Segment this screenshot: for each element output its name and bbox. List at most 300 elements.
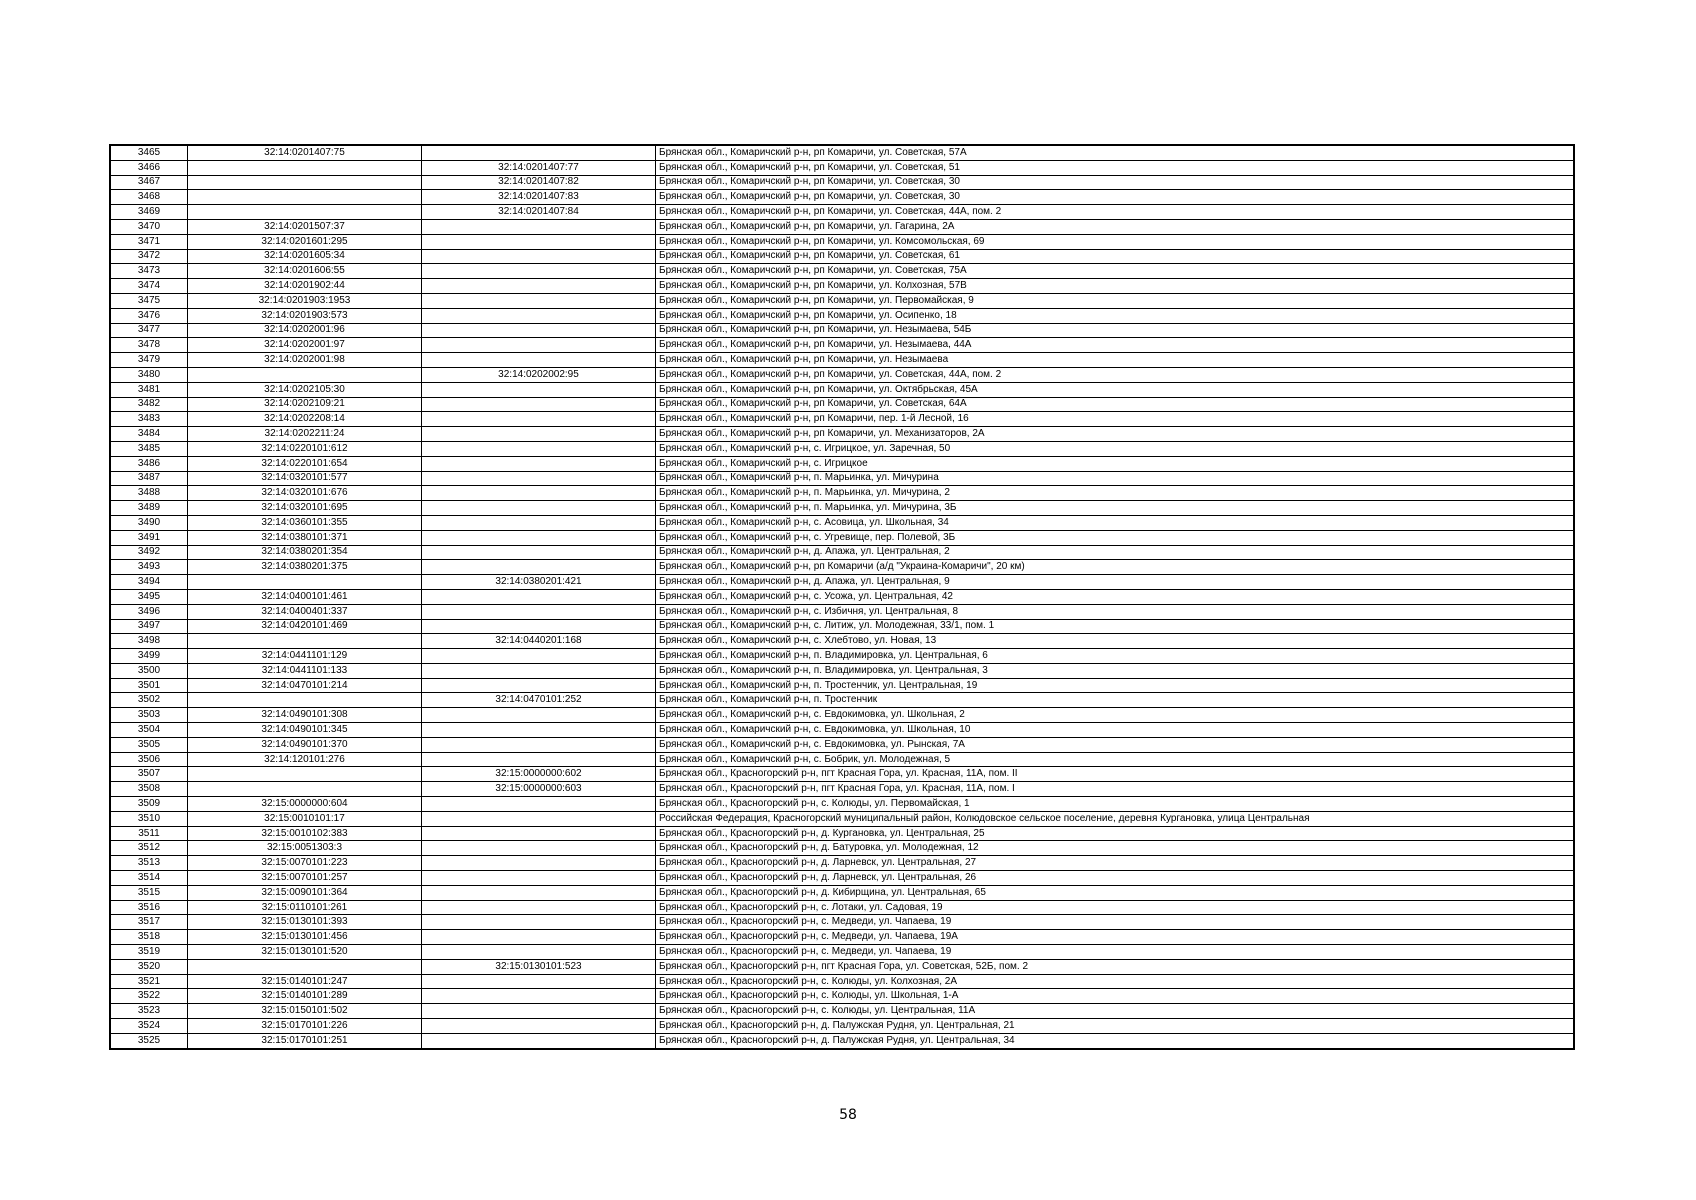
table-row [110, 293, 1574, 308]
cadastral-number-cell: 32:15:0130101:456 [188, 930, 422, 945]
table-row [110, 308, 1574, 323]
address-cell: Брянская обл., Красногорский р-н, с. Колюды, ул. Первомайская, 1 [656, 797, 1575, 812]
row-number-cell: 3521 [110, 974, 188, 989]
table-row [110, 175, 1574, 190]
cadastral-number-alt-cell [422, 308, 656, 323]
address-cell: Брянская обл., Комаричский р-н, рп Комаричи, ул. Советская, 30 [656, 190, 1575, 205]
cadastral-number-alt-cell [422, 219, 656, 234]
table-row [110, 811, 1574, 826]
table-row [110, 678, 1574, 693]
cadastral-number-cell: 32:14:0400101:461 [188, 589, 422, 604]
table-row [110, 471, 1574, 486]
cadastral-number-alt-cell [422, 885, 656, 900]
cadastral-number-alt-cell [422, 1004, 656, 1019]
row-number-cell: 3503 [110, 708, 188, 723]
table-row [110, 397, 1574, 412]
row-number-cell: 3524 [110, 1019, 188, 1034]
address-cell: Брянская обл., Красногорский р-н, д. Палужская Рудня, ул. Центральная, 34 [656, 1033, 1575, 1048]
row-number-cell: 3525 [110, 1033, 188, 1048]
address-cell: Брянская обл., Комаричский р-н, с. Бобрик, ул. Молодежная, 5 [656, 752, 1575, 767]
cadastral-number-alt-cell [422, 338, 656, 353]
address-cell: Брянская обл., Красногорский р-н, с. Колюды, ул. Колхозная, 2А [656, 974, 1575, 989]
cadastral-number-cell: 32:14:0202109:21 [188, 397, 422, 412]
cadastral-number-alt-cell: 32:14:0440201:168 [422, 634, 656, 649]
address-cell: Брянская обл., Красногорский р-н, с. Медведи, ул. Чапаева, 19А [656, 930, 1575, 945]
row-number-cell: 3514 [110, 871, 188, 886]
row-number-cell: 3484 [110, 427, 188, 442]
row-number-cell: 3476 [110, 308, 188, 323]
address-cell: Брянская обл., Комаричский р-н, д. Апажа, ул. Центральная, 9 [656, 575, 1575, 590]
cadastral-number-cell [188, 175, 422, 190]
cadastral-number-cell: 32:14:0360101:355 [188, 515, 422, 530]
table-row [110, 575, 1574, 590]
table-row [110, 871, 1574, 886]
address-cell: Брянская обл., Комаричский р-н, рп Комаричи, ул. Гагарина, 2А [656, 219, 1575, 234]
table-row [110, 249, 1574, 264]
cadastral-number-cell: 32:14:0470101:214 [188, 678, 422, 693]
address-cell: Брянская обл., Красногорский р-н, пгт Красная Гора, ул. Красная, 11А, пом. I [656, 782, 1575, 797]
cadastral-number-cell: 32:14:0201606:55 [188, 264, 422, 279]
table-row [110, 279, 1574, 294]
cadastral-number-alt-cell [422, 915, 656, 930]
row-number-cell: 3493 [110, 560, 188, 575]
table-row [110, 959, 1574, 974]
row-number-cell: 3511 [110, 826, 188, 841]
address-cell: Брянская обл., Комаричский р-н, с. Хлебтово, ул. Новая, 13 [656, 634, 1575, 649]
address-cell: Брянская обл., Комаричский р-н, с. Евдокимовка, ул. Школьная, 2 [656, 708, 1575, 723]
table-row [110, 560, 1574, 575]
cadastral-number-alt-cell [422, 145, 656, 160]
row-number-cell: 3472 [110, 249, 188, 264]
row-number-cell: 3516 [110, 900, 188, 915]
cadastral-number-alt-cell [422, 412, 656, 427]
row-number-cell: 3498 [110, 634, 188, 649]
row-number-cell: 3483 [110, 412, 188, 427]
cadastral-number-alt-cell [422, 456, 656, 471]
cadastral-number-cell [188, 782, 422, 797]
cadastral-number-alt-cell [422, 545, 656, 560]
table-row [110, 708, 1574, 723]
row-number-cell: 3479 [110, 353, 188, 368]
cadastral-number-cell [188, 693, 422, 708]
row-number-cell: 3470 [110, 219, 188, 234]
address-cell: Брянская обл., Комаричский р-н, с. Евдокимовка, ул. Рынская, 7А [656, 737, 1575, 752]
address-cell: Российская Федерация, Красногорский муниципальный район, Колюдовское сельское поселение, деревня Кургановка, улица Центральная [656, 811, 1575, 826]
table-row [110, 649, 1574, 664]
cadastral-number-alt-cell [422, 826, 656, 841]
row-number-cell: 3500 [110, 663, 188, 678]
cadastral-number-cell: 32:15:0110101:261 [188, 900, 422, 915]
cadastral-number-alt-cell [422, 441, 656, 456]
address-cell: Брянская обл., Комаричский р-н, рп Комаричи, ул. Советская, 44А, пом. 2 [656, 367, 1575, 382]
page-number: 58 [839, 1107, 857, 1123]
cadastral-number-cell: 32:14:0202211:24 [188, 427, 422, 442]
cadastral-number-cell: 32:15:0090101:364 [188, 885, 422, 900]
row-number-cell: 3488 [110, 486, 188, 501]
row-number-cell: 3475 [110, 293, 188, 308]
address-cell: Брянская обл., Красногорский р-н, д. Кургановка, ул. Центральная, 25 [656, 826, 1575, 841]
cadastral-number-cell: 32:14:0441101:133 [188, 663, 422, 678]
address-cell: Брянская обл., Комаричский р-н, рп Комаричи, ул. Советская, 61 [656, 249, 1575, 264]
address-cell: Брянская обл., Комаричский р-н, рп Комаричи, ул. Первомайская, 9 [656, 293, 1575, 308]
cadastral-number-alt-cell [422, 353, 656, 368]
address-cell: Брянская обл., Комаричский р-н, с. Евдокимовка, ул. Школьная, 10 [656, 723, 1575, 738]
address-cell: Брянская обл., Красногорский р-н, д. Кибирщина, ул. Центральная, 65 [656, 885, 1575, 900]
cadastral-number-alt-cell [422, 1033, 656, 1048]
table-row [110, 545, 1574, 560]
cadastral-number-alt-cell [422, 515, 656, 530]
row-number-cell: 3478 [110, 338, 188, 353]
address-cell: Брянская обл., Комаричский р-н, рп Комаричи, ул. Комсомольская, 69 [656, 234, 1575, 249]
row-number-cell: 3519 [110, 945, 188, 960]
table-row [110, 486, 1574, 501]
table-row [110, 604, 1574, 619]
cadastral-number-cell: 32:14:0220101:612 [188, 441, 422, 456]
cadastral-number-cell: 32:14:0201902:44 [188, 279, 422, 294]
table-row [110, 723, 1574, 738]
cadastral-number-cell: 32:14:0490101:345 [188, 723, 422, 738]
address-cell: Брянская обл., Комаричский р-н, п. Владимировка, ул. Центральная, 6 [656, 649, 1575, 664]
cadastral-number-alt-cell [422, 649, 656, 664]
cadastral-number-alt-cell [422, 752, 656, 767]
row-number-cell: 3468 [110, 190, 188, 205]
table-row [110, 441, 1574, 456]
address-cell: Брянская обл., Комаричский р-н, рп Комаричи, ул. Октябрьская, 45А [656, 382, 1575, 397]
address-cell: Брянская обл., Красногорский р-н, пгт Красная Гора, ул. Советская, 52Б, пом. 2 [656, 959, 1575, 974]
table-row [110, 663, 1574, 678]
table-row [110, 323, 1574, 338]
table-row [110, 856, 1574, 871]
cadastral-number-cell: 32:14:0420101:469 [188, 619, 422, 634]
cadastral-number-cell: 32:15:0070101:257 [188, 871, 422, 886]
table-row [110, 456, 1574, 471]
row-number-cell: 3504 [110, 723, 188, 738]
address-cell: Брянская обл., Красногорский р-н, с. Медведи, ул. Чапаева, 19 [656, 945, 1575, 960]
address-cell: Брянская обл., Комаричский р-н, рп Комаричи, ул. Незымаева, 54Б [656, 323, 1575, 338]
cadastral-number-alt-cell [422, 427, 656, 442]
cadastral-number-cell: 32:14:120101:276 [188, 752, 422, 767]
cadastral-number-cell: 32:15:0140101:289 [188, 989, 422, 1004]
address-cell: Брянская обл., Комаричский р-н, рп Комаричи, ул. Механизаторов, 2А [656, 427, 1575, 442]
row-number-cell: 3515 [110, 885, 188, 900]
address-cell: Брянская обл., Комаричский р-н, рп Комаричи, ул. Незымаева, 44А [656, 338, 1575, 353]
table-row [110, 782, 1574, 797]
address-cell: Брянская обл., Красногорский р-н, с. Колюды, ул. Центральная, 11А [656, 1004, 1575, 1019]
cadastral-number-alt-cell [422, 900, 656, 915]
cadastral-number-cell: 32:14:0320101:577 [188, 471, 422, 486]
cadastral-number-alt-cell [422, 589, 656, 604]
row-number-cell: 3512 [110, 841, 188, 856]
cadastral-number-cell: 32:15:0150101:502 [188, 1004, 422, 1019]
table-row [110, 190, 1574, 205]
row-number-cell: 3506 [110, 752, 188, 767]
cadastral-number-alt-cell [422, 797, 656, 812]
row-number-cell: 3501 [110, 678, 188, 693]
cadastral-number-alt-cell [422, 930, 656, 945]
cadastral-number-alt-cell [422, 663, 656, 678]
registry-table [109, 144, 1575, 1050]
table-row [110, 915, 1574, 930]
row-number-cell: 3465 [110, 145, 188, 160]
table-row [110, 382, 1574, 397]
table-row [110, 1004, 1574, 1019]
cadastral-number-alt-cell [422, 323, 656, 338]
cadastral-number-cell: 32:14:0380101:371 [188, 530, 422, 545]
row-number-cell: 3496 [110, 604, 188, 619]
row-number-cell: 3523 [110, 1004, 188, 1019]
row-number-cell: 3469 [110, 205, 188, 220]
address-cell: Брянская обл., Комаричский р-н, с. Избичня, ул. Центральная, 8 [656, 604, 1575, 619]
address-cell: Брянская обл., Комаричский р-н, рп Комаричи, ул. Колхозная, 57В [656, 279, 1575, 294]
table-row [110, 841, 1574, 856]
row-number-cell: 3474 [110, 279, 188, 294]
cadastral-number-alt-cell [422, 249, 656, 264]
table-row [110, 160, 1574, 175]
table-row [110, 930, 1574, 945]
address-cell: Брянская обл., Комаричский р-н, п. Марьинка, ул. Мичурина, 2 [656, 486, 1575, 501]
table-row [110, 205, 1574, 220]
cadastral-number-alt-cell [422, 974, 656, 989]
cadastral-number-alt-cell [422, 293, 656, 308]
table-row [110, 530, 1574, 545]
cadastral-number-alt-cell [422, 841, 656, 856]
row-number-cell: 3508 [110, 782, 188, 797]
cadastral-number-cell: 32:15:0130101:520 [188, 945, 422, 960]
cadastral-number-alt-cell: 32:14:0470101:252 [422, 693, 656, 708]
cadastral-number-alt-cell [422, 619, 656, 634]
row-number-cell: 3490 [110, 515, 188, 530]
row-number-cell: 3485 [110, 441, 188, 456]
cadastral-number-cell [188, 160, 422, 175]
table-row [110, 219, 1574, 234]
registry-table-body [110, 145, 1574, 1049]
cadastral-number-alt-cell [422, 501, 656, 516]
table-row [110, 353, 1574, 368]
address-cell: Брянская обл., Комаричский р-н, рп Комаричи, ул. Советская, 75А [656, 264, 1575, 279]
cadastral-number-alt-cell: 32:14:0201407:83 [422, 190, 656, 205]
address-cell: Брянская обл., Красногорский р-н, с. Медведи, ул. Чапаева, 19 [656, 915, 1575, 930]
cadastral-number-alt-cell [422, 604, 656, 619]
address-cell: Брянская обл., Комаричский р-н, п. Владимировка, ул. Центральная, 3 [656, 663, 1575, 678]
table-row [110, 412, 1574, 427]
table-row [110, 619, 1574, 634]
table-row [110, 367, 1574, 382]
address-cell: Брянская обл., Комаричский р-н, с. Угревище, пер. Полевой, 3Б [656, 530, 1575, 545]
cadastral-number-cell: 32:14:0202208:14 [188, 412, 422, 427]
table-row [110, 427, 1574, 442]
cadastral-number-cell: 32:14:0220101:654 [188, 456, 422, 471]
row-number-cell: 3487 [110, 471, 188, 486]
row-number-cell: 3513 [110, 856, 188, 871]
cadastral-number-alt-cell [422, 471, 656, 486]
cadastral-number-alt-cell [422, 486, 656, 501]
address-cell: Брянская обл., Комаричский р-н, рп Комаричи, ул. Советская, 30 [656, 175, 1575, 190]
cadastral-number-cell [188, 367, 422, 382]
cadastral-number-alt-cell: 32:14:0201407:84 [422, 205, 656, 220]
table-row [110, 264, 1574, 279]
cadastral-number-alt-cell [422, 945, 656, 960]
row-number-cell: 3486 [110, 456, 188, 471]
address-cell: Брянская обл., Красногорский р-н, д. Ларневск, ул. Центральная, 27 [656, 856, 1575, 871]
cadastral-number-cell: 32:14:0201601:295 [188, 234, 422, 249]
row-number-cell: 3489 [110, 501, 188, 516]
row-number-cell: 3497 [110, 619, 188, 634]
address-cell: Брянская обл., Комаричский р-н, п. Марьинка, ул. Мичурина [656, 471, 1575, 486]
cadastral-number-alt-cell [422, 989, 656, 1004]
cadastral-number-cell: 32:15:0010101:17 [188, 811, 422, 826]
cadastral-number-cell [188, 767, 422, 782]
row-number-cell: 3473 [110, 264, 188, 279]
row-number-cell: 3499 [110, 649, 188, 664]
address-cell: Брянская обл., Красногорский р-н, д. Ларневск, ул. Центральная, 26 [656, 871, 1575, 886]
table-row [110, 737, 1574, 752]
address-cell: Брянская обл., Комаричский р-н, с. Игрицкое [656, 456, 1575, 471]
cadastral-number-alt-cell [422, 723, 656, 738]
address-cell: Брянская обл., Красногорский р-н, с. Колюды, ул. Школьная, 1-А [656, 989, 1575, 1004]
address-cell: Брянская обл., Комаричский р-н, рп Комаричи, ул. Советская, 64А [656, 397, 1575, 412]
table-row [110, 752, 1574, 767]
cadastral-number-alt-cell [422, 856, 656, 871]
address-cell: Брянская обл., Красногорский р-н, пгт Красная Гора, ул. Красная, 11А, пом. II [656, 767, 1575, 782]
cadastral-number-cell: 32:14:0201407:75 [188, 145, 422, 160]
table-row [110, 589, 1574, 604]
row-number-cell: 3505 [110, 737, 188, 752]
table-row [110, 338, 1574, 353]
cadastral-number-alt-cell [422, 811, 656, 826]
cadastral-number-cell: 32:15:0170101:226 [188, 1019, 422, 1034]
address-cell: Брянская обл., Красногорский р-н, с. Лотаки, ул. Садовая, 19 [656, 900, 1575, 915]
row-number-cell: 3482 [110, 397, 188, 412]
cadastral-number-cell [188, 959, 422, 974]
cadastral-number-cell [188, 190, 422, 205]
cadastral-number-alt-cell [422, 530, 656, 545]
table-row [110, 1019, 1574, 1034]
table-row [110, 767, 1574, 782]
address-cell: Брянская обл., Комаричский р-н, д. Апажа, ул. Центральная, 2 [656, 545, 1575, 560]
cadastral-number-cell: 32:14:0202105:30 [188, 382, 422, 397]
cadastral-number-alt-cell [422, 871, 656, 886]
row-number-cell: 3495 [110, 589, 188, 604]
cadastral-number-alt-cell [422, 1019, 656, 1034]
cadastral-number-cell: 32:14:0201605:34 [188, 249, 422, 264]
cadastral-number-cell: 32:14:0380201:375 [188, 560, 422, 575]
cadastral-number-cell: 32:14:0380201:354 [188, 545, 422, 560]
cadastral-number-alt-cell [422, 234, 656, 249]
cadastral-number-cell: 32:14:0202001:96 [188, 323, 422, 338]
table-row [110, 974, 1574, 989]
table-row [110, 234, 1574, 249]
cadastral-number-alt-cell: 32:15:0000000:602 [422, 767, 656, 782]
table-row [110, 989, 1574, 1004]
address-cell: Брянская обл., Комаричский р-н, рп Комаричи, ул. Советская, 51 [656, 160, 1575, 175]
row-number-cell: 3491 [110, 530, 188, 545]
row-number-cell: 3522 [110, 989, 188, 1004]
address-cell: Брянская обл., Комаричский р-н, п. Марьинка, ул. Мичурина, 3Б [656, 501, 1575, 516]
row-number-cell: 3518 [110, 930, 188, 945]
table-row [110, 826, 1574, 841]
cadastral-number-cell: 32:14:0201903:1953 [188, 293, 422, 308]
address-cell: Брянская обл., Комаричский р-н, с. Асовица, ул. Школьная, 34 [656, 515, 1575, 530]
cadastral-number-alt-cell: 32:14:0202002:95 [422, 367, 656, 382]
table-row [110, 945, 1574, 960]
cadastral-number-alt-cell [422, 264, 656, 279]
cadastral-number-cell: 32:15:0000000:604 [188, 797, 422, 812]
cadastral-number-alt-cell [422, 737, 656, 752]
cadastral-number-alt-cell [422, 279, 656, 294]
table-row [110, 885, 1574, 900]
table-row [110, 515, 1574, 530]
cadastral-number-cell: 32:15:0070101:223 [188, 856, 422, 871]
address-cell: Брянская обл., Комаричский р-н, рп Комаричи, ул. Советская, 57А [656, 145, 1575, 160]
address-cell: Брянская обл., Комаричский р-н, рп Комаричи, ул. Советская, 44А, пом. 2 [656, 205, 1575, 220]
cadastral-number-alt-cell: 32:15:0130101:523 [422, 959, 656, 974]
row-number-cell: 3477 [110, 323, 188, 338]
cadastral-number-alt-cell: 32:15:0000000:603 [422, 782, 656, 797]
address-cell: Брянская обл., Комаричский р-н, рп Комаричи, ул. Осипенко, 18 [656, 308, 1575, 323]
cadastral-number-cell [188, 575, 422, 590]
address-cell: Брянская обл., Комаричский р-н, рп Комаричи, пер. 1-й Лесной, 16 [656, 412, 1575, 427]
cadastral-number-cell: 32:14:0202001:97 [188, 338, 422, 353]
row-number-cell: 3471 [110, 234, 188, 249]
cadastral-number-cell: 32:15:0170101:251 [188, 1033, 422, 1048]
row-number-cell: 3517 [110, 915, 188, 930]
table-row [110, 1033, 1574, 1048]
address-cell: Брянская обл., Комаричский р-н, рп Комаричи, ул. Незымаева [656, 353, 1575, 368]
row-number-cell: 3510 [110, 811, 188, 826]
address-cell: Брянская обл., Комаричский р-н, п. Тростенчик [656, 693, 1575, 708]
table-row [110, 797, 1574, 812]
cadastral-number-cell: 32:14:0441101:129 [188, 649, 422, 664]
cadastral-number-cell: 32:15:0051303:3 [188, 841, 422, 856]
address-cell: Брянская обл., Комаричский р-н, с. Литиж, ул. Молодежная, 33/1, пом. 1 [656, 619, 1575, 634]
table-row [110, 900, 1574, 915]
cadastral-number-cell: 32:14:0201507:37 [188, 219, 422, 234]
address-cell: Брянская обл., Комаричский р-н, с. Игрицкое, ул. Заречная, 50 [656, 441, 1575, 456]
cadastral-number-cell: 32:14:0320101:676 [188, 486, 422, 501]
address-cell: Брянская обл., Комаричский р-н, п. Тростенчик, ул. Центральная, 19 [656, 678, 1575, 693]
cadastral-number-cell: 32:14:0201903:573 [188, 308, 422, 323]
cadastral-number-alt-cell [422, 382, 656, 397]
cadastral-number-alt-cell [422, 678, 656, 693]
address-cell: Брянская обл., Комаричский р-н, с. Усожа, ул. Центральная, 42 [656, 589, 1575, 604]
cadastral-number-cell [188, 634, 422, 649]
row-number-cell: 3467 [110, 175, 188, 190]
row-number-cell: 3494 [110, 575, 188, 590]
cadastral-number-cell: 32:15:0130101:393 [188, 915, 422, 930]
row-number-cell: 3520 [110, 959, 188, 974]
cadastral-number-alt-cell [422, 397, 656, 412]
cadastral-number-cell [188, 205, 422, 220]
cadastral-number-cell: 32:14:0202001:98 [188, 353, 422, 368]
row-number-cell: 3480 [110, 367, 188, 382]
cadastral-number-alt-cell: 32:14:0380201:421 [422, 575, 656, 590]
row-number-cell: 3502 [110, 693, 188, 708]
cadastral-number-cell: 32:15:0140101:247 [188, 974, 422, 989]
table-row [110, 145, 1574, 160]
table-row [110, 501, 1574, 516]
address-cell: Брянская обл., Комаричский р-н, рп Комаричи (а/д "Украина-Комаричи", 20 км) [656, 560, 1575, 575]
row-number-cell: 3492 [110, 545, 188, 560]
cadastral-number-cell: 32:15:0010102:383 [188, 826, 422, 841]
cadastral-number-cell: 32:14:0490101:370 [188, 737, 422, 752]
table-row [110, 693, 1574, 708]
cadastral-number-alt-cell [422, 560, 656, 575]
table-row [110, 634, 1574, 649]
address-cell: Брянская обл., Красногорский р-н, д. Палужская Рудня, ул. Центральная, 21 [656, 1019, 1575, 1034]
cadastral-number-cell: 32:14:0320101:695 [188, 501, 422, 516]
row-number-cell: 3466 [110, 160, 188, 175]
row-number-cell: 3481 [110, 382, 188, 397]
